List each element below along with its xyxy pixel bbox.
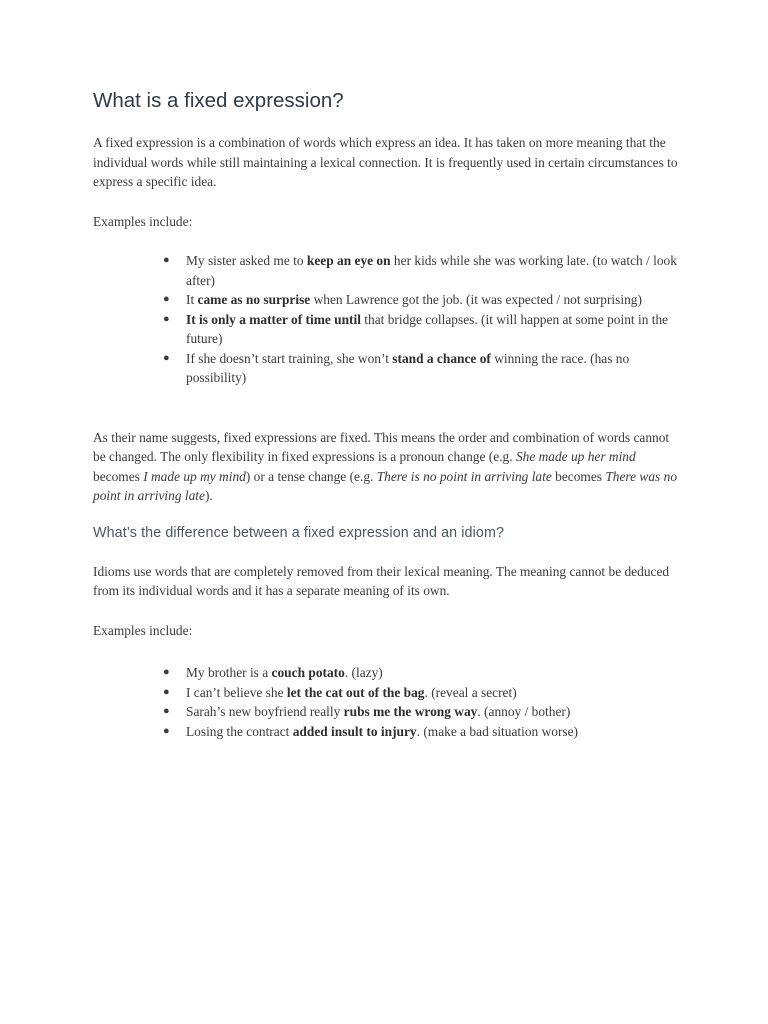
- example-text: winning the race. (has no possibility): [186, 350, 630, 385]
- intro-paragraph: A fixed expression is a combination of words which express an idea. It has taken on more meaning that the individual words while still maintaining a lexical connection. It is frequently used in certain circumstances to express a specific idea.: [93, 135, 678, 189]
- example-text: It: [186, 292, 198, 307]
- document-body: [93, 88, 678, 741]
- list-item: [163, 290, 678, 310]
- bullet-icon: ●: [163, 351, 170, 364]
- idiom-examples-list: [93, 663, 678, 741]
- example-italic: I made up my mind: [143, 468, 246, 484]
- bullet-icon: ●: [163, 724, 170, 737]
- list-item: [163, 722, 678, 742]
- list-item: [163, 349, 678, 388]
- example-phrase: let the cat out of the bag: [286, 684, 425, 700]
- idiom-intro-paragraph: Idioms use words that are completely removed from their lexical meaning. The meaning cannot be deduced from its individual words and it has a separate meaning of its own.: [93, 563, 670, 598]
- example-text: her kids while she was working late. (to watch / look after): [186, 253, 677, 288]
- bullet-icon: ●: [163, 705, 170, 717]
- example-text: My brother is a: [186, 665, 272, 680]
- example-phrase: couch potato: [271, 665, 345, 680]
- example-text: . (annoy / bother): [477, 704, 571, 719]
- example-phrase: came as no surprise: [197, 292, 311, 307]
- example-text: If she doesn’t start training, she won’t: [186, 350, 393, 366]
- example-italic: There is no point in arriving late: [376, 468, 552, 484]
- paragraph-text: ).: [204, 488, 213, 503]
- example-text: Sarah’s new boyfriend really: [186, 704, 344, 719]
- paragraph-text: As their name suggests, fixed expressions are fixed. This means the order and combination of words cannot be changed. The only flexibility in fixed expressions is a pronoun change (e.g.: [93, 429, 670, 464]
- example-text: . (make a bad situation worse): [416, 723, 579, 739]
- bullet-icon: ●: [163, 254, 170, 266]
- example-italic: She made up her mind: [515, 449, 636, 464]
- example-phrase: added insult to injury: [292, 723, 417, 739]
- example-text: that bridge collapses. (it will happen at some point in the future): [186, 311, 669, 346]
- list-item: [163, 663, 678, 683]
- list-item: [163, 702, 678, 722]
- example-text: My sister asked me to: [186, 253, 307, 268]
- example-phrase: stand a chance of: [392, 350, 491, 366]
- bullet-icon: ●: [163, 685, 170, 698]
- example-text: . (reveal a secret): [424, 684, 517, 700]
- example-text: . (lazy): [344, 665, 383, 680]
- paragraph-text: becomes: [551, 468, 606, 484]
- list-item: [163, 251, 678, 290]
- example-phrase: rubs me the wrong way: [343, 704, 478, 719]
- examples-label: Examples include:: [93, 213, 193, 229]
- examples-label: Examples include:: [93, 622, 193, 638]
- bullet-icon: ●: [163, 312, 170, 325]
- page-title: What is a fixed expression?: [93, 89, 344, 112]
- example-text: I can’t believe she: [186, 684, 287, 700]
- example-phrase: keep an eye on: [306, 253, 391, 268]
- section-heading: What’s the difference between a fixed expression and an idiom?: [93, 524, 505, 541]
- paragraph-text: becomes: [93, 468, 144, 484]
- paragraph-text: ) or a tense change (e.g.: [245, 468, 377, 484]
- example-text: Losing the contract: [186, 723, 293, 739]
- example-phrase: It is only a matter of time until: [186, 311, 361, 327]
- example-text: when Lawrence got the job. (it was expected / not surprising): [310, 292, 642, 307]
- list-item: [163, 683, 678, 703]
- example-italic: There was no point in arriving late: [93, 468, 678, 503]
- list-item: [163, 310, 678, 349]
- fixed-expression-examples-list: [93, 251, 678, 388]
- fixed-explanation-paragraph: [93, 428, 678, 506]
- spacer: [93, 388, 678, 428]
- bullet-icon: ●: [163, 293, 170, 305]
- bullet-icon: ●: [163, 666, 170, 678]
